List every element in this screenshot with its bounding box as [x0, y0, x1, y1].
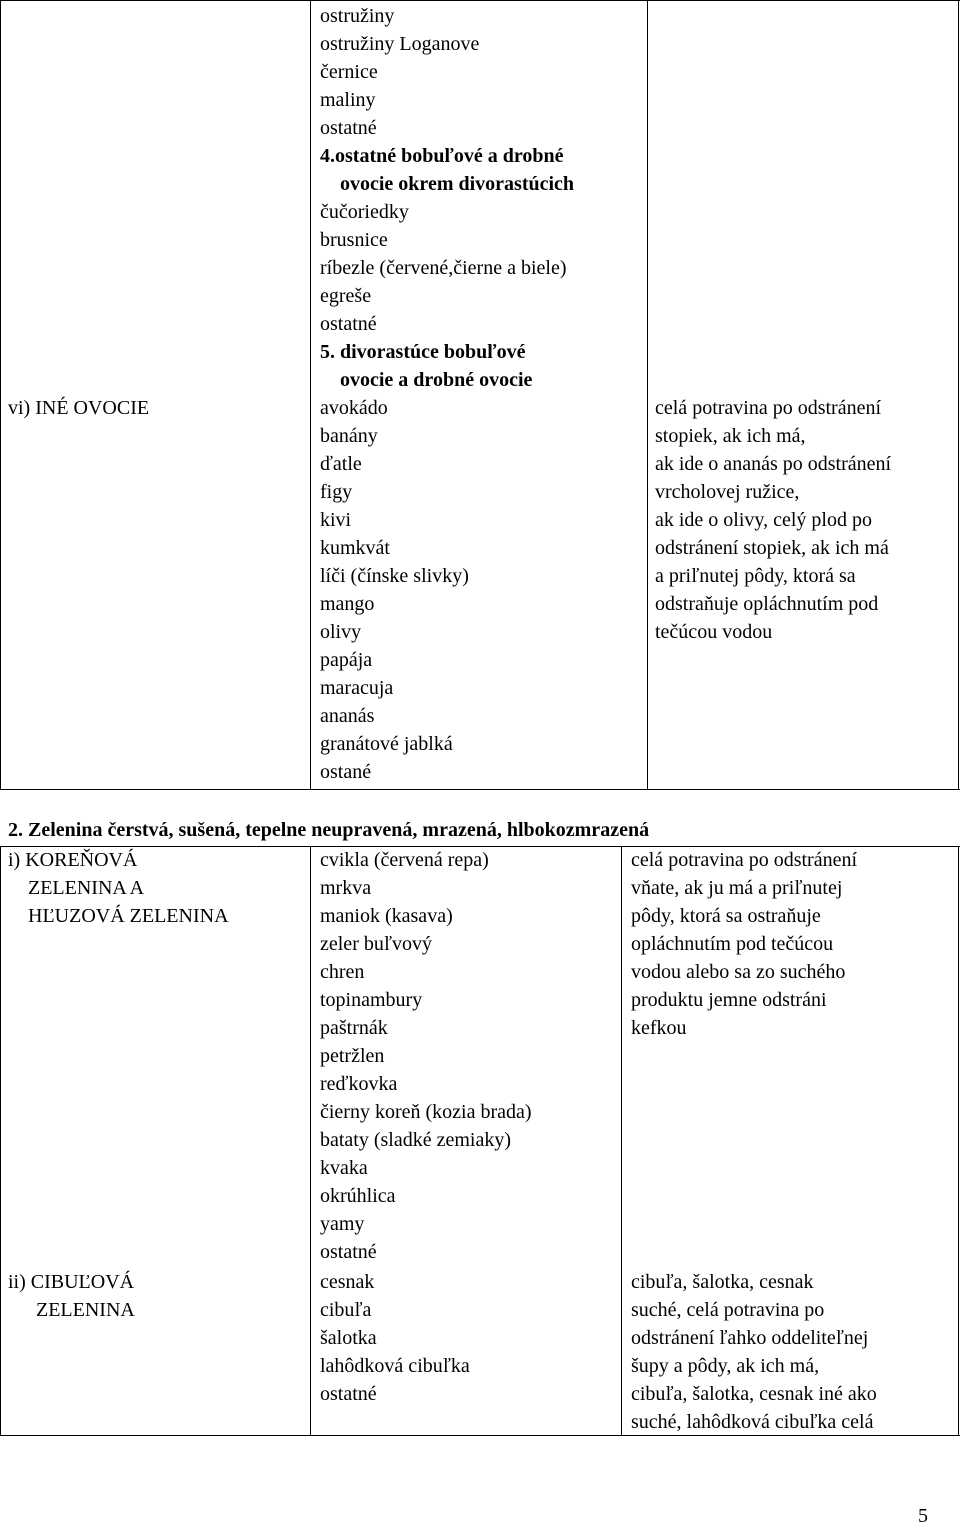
top-table-border-top — [0, 0, 960, 1]
list-item: zeler buľvový — [320, 933, 432, 955]
list-item: kivi — [320, 509, 352, 531]
list-item: bataty (sladké zemiaky) — [320, 1129, 512, 1151]
description-line: vňate, ak ju má a priľnutej — [631, 877, 843, 899]
subheading: ovocie okrem divorastúcich — [340, 173, 575, 195]
description-line: ak ide o ananás po odstránení — [655, 453, 892, 475]
list-item: čierny koreň (kozia brada) — [320, 1101, 532, 1123]
category-root-vegetables — [8, 846, 229, 930]
list-item: čučoriedky — [320, 201, 409, 223]
description-line: odstránení ľahko oddeliteľnej — [631, 1327, 869, 1349]
description-line: suché, lahôdková cibuľka celá — [631, 1411, 874, 1433]
list-item: egreše — [320, 285, 372, 307]
list-item: maniok (kasava) — [320, 905, 453, 927]
description-line: vodou alebo sa zo suchého — [631, 961, 846, 983]
list-item: šalotka — [320, 1327, 377, 1349]
list-item: avokádo — [320, 397, 388, 419]
category-label: ii) CIBUĽOVÁ — [8, 1271, 135, 1293]
list-item: kumkvát — [320, 537, 390, 559]
list-item: cvikla (červená repa) — [320, 849, 489, 871]
description-line: celá potravina po odstránení — [631, 849, 858, 871]
list-item: cesnak — [320, 1271, 375, 1293]
category-bulb-vegetables — [8, 1268, 135, 1324]
description-line: odstránení stopiek, ak ich má — [655, 537, 889, 559]
list-item: líči (čínske slivky) — [320, 565, 469, 587]
list-item: okrúhlica — [320, 1185, 396, 1207]
list-item: ostané — [320, 761, 372, 783]
category-other-fruit — [8, 394, 149, 422]
category-label: vi) INÉ OVOCIE — [8, 397, 150, 419]
list-item: petržlen — [320, 1045, 385, 1067]
subheading: ovocie a drobné ovocie — [340, 369, 533, 391]
list-item: reďkovka — [320, 1073, 398, 1095]
root-vegetable-list — [320, 846, 532, 1266]
bottom-table-border-left — [0, 846, 1, 1436]
bottom-table-border-right — [958, 846, 959, 1436]
description-line: vrcholovej ružice, — [655, 481, 800, 503]
description-line: celá potravina po odstránení — [655, 397, 882, 419]
bulb-vegetable-description — [631, 1268, 877, 1436]
subheading: 4.ostatné bobuľové a drobné — [320, 145, 564, 167]
top-table-border-col2 — [647, 0, 648, 790]
description-line: šupy a pôdy, ak ich má, — [631, 1355, 820, 1377]
list-item: brusnice — [320, 229, 388, 251]
page-number: 5 — [918, 1505, 928, 1527]
list-item: ostružiny — [320, 5, 395, 27]
subheading: 5. divorastúce bobuľové — [320, 341, 526, 363]
section-heading: 2. Zelenina čerstvá, sušená, tepelne neupravená, mrazená, hlbokozmrazená — [8, 819, 650, 841]
top-table-border-left — [0, 0, 1, 790]
description-line: stopiek, ak ich má, — [655, 425, 806, 447]
description-line: produktu jemne odstráni — [631, 989, 827, 1011]
list-item: paštrnák — [320, 1017, 388, 1039]
description-line: tečúcou vodou — [655, 621, 773, 643]
bulb-vegetable-list — [320, 1268, 470, 1408]
description-line: cibuľa, šalotka, cesnak — [631, 1271, 814, 1293]
bottom-table-border-col1 — [310, 846, 311, 1436]
description-line: cibuľa, šalotka, cesnak iné ako — [631, 1383, 877, 1405]
root-vegetable-description — [631, 846, 857, 1042]
list-item: mango — [320, 593, 375, 615]
description-line: a priľnutej pôdy, ktorá sa — [655, 565, 856, 587]
category-label: ZELENINA — [36, 1299, 135, 1321]
list-item: maracuja — [320, 677, 394, 699]
list-item: granátové jablká — [320, 733, 453, 755]
description-line: opláchnutím pod tečúcou — [631, 933, 834, 955]
list-item: ostružiny Loganove — [320, 33, 480, 55]
list-item: ríbezle (červené,čierne a biele) — [320, 257, 567, 279]
list-item: banány — [320, 425, 378, 447]
list-item: olivy — [320, 621, 362, 643]
list-item: ostatné — [320, 117, 377, 139]
description-line: odstraňuje opláchnutím pod — [655, 593, 879, 615]
list-item: cibuľa — [320, 1299, 372, 1321]
list-item: chren — [320, 961, 365, 983]
description-line: suché, celá potravina po — [631, 1299, 825, 1321]
description-line: pôdy, ktorá sa ostraňuje — [631, 905, 821, 927]
description-line: ak ide o olivy, celý plod po — [655, 509, 872, 531]
fruit-description — [655, 394, 891, 646]
top-table-border-col1 — [310, 0, 311, 790]
list-item: kvaka — [320, 1157, 368, 1179]
category-label: HĽUZOVÁ ZELENINA — [28, 905, 229, 927]
list-item: maliny — [320, 89, 376, 111]
list-item: yamy — [320, 1213, 365, 1235]
list-item: ananás — [320, 705, 375, 727]
list-item: ostatné — [320, 1383, 377, 1405]
list-item: černice — [320, 61, 378, 83]
list-item: figy — [320, 481, 353, 503]
list-item: mrkva — [320, 877, 372, 899]
top-table-border-bottom — [0, 789, 960, 790]
top-table-border-right — [958, 0, 959, 790]
list-item: ostatné — [320, 1241, 377, 1263]
fruit-list-top — [320, 2, 574, 394]
description-line: kefkou — [631, 1017, 687, 1039]
fruit-list-bottom — [320, 394, 469, 786]
category-label: ZELENINA A — [28, 877, 145, 899]
list-item: ostatné — [320, 313, 377, 335]
list-item: lahôdková cibuľka — [320, 1355, 470, 1377]
list-item: topinambury — [320, 989, 423, 1011]
category-label: i) KOREŇOVÁ — [8, 849, 138, 871]
list-item: papája — [320, 649, 373, 671]
bottom-table-border-col2 — [621, 846, 622, 1436]
list-item: ďatle — [320, 453, 362, 475]
